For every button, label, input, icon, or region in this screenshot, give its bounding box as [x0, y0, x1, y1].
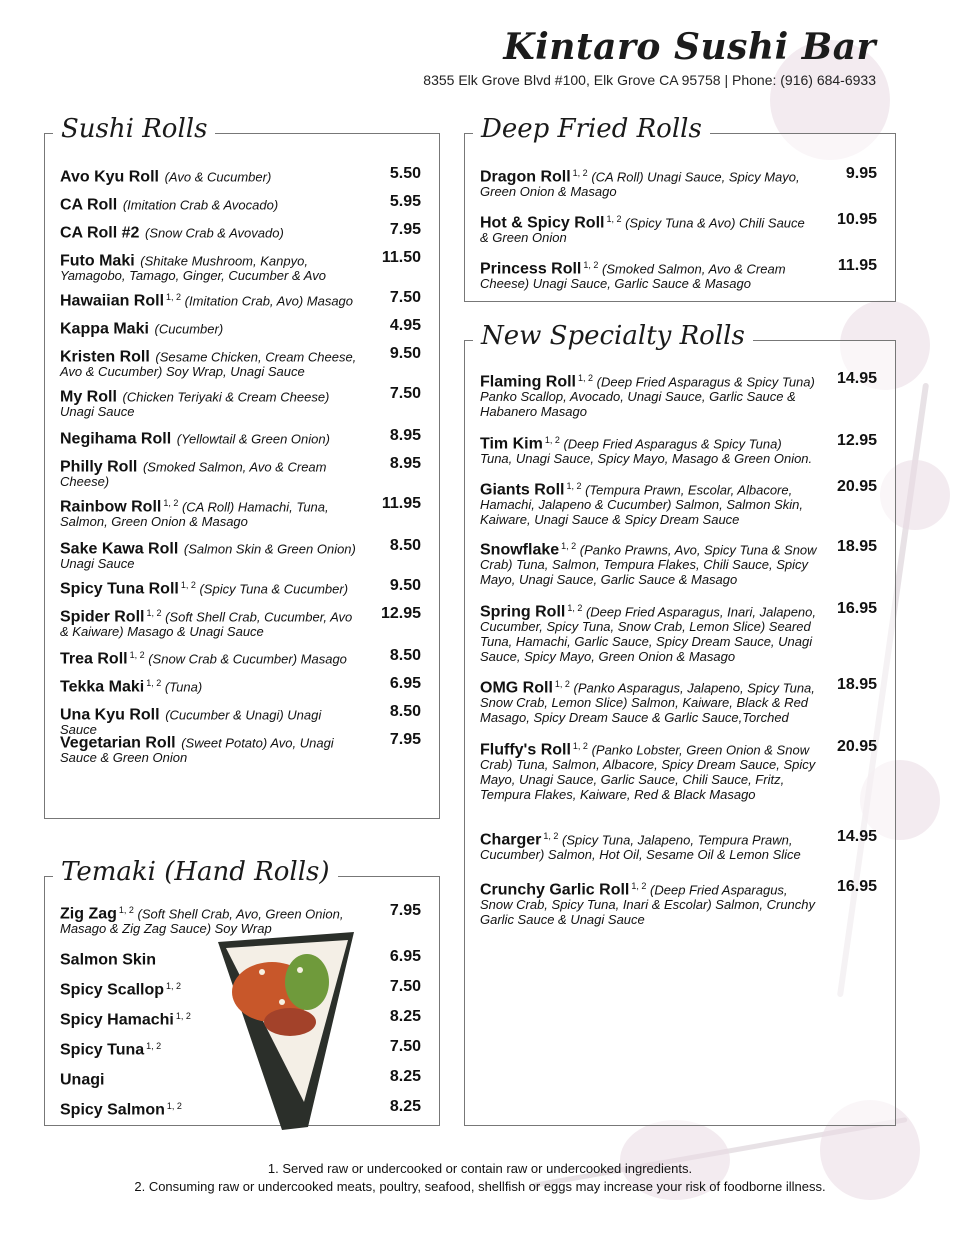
item-description: (CA Roll) Hamachi, Tuna, Salmon, Green Onion & Masago [60, 499, 329, 530]
item-description: (Avo & Cucumber) [164, 169, 272, 185]
section-title: New Specialty Rolls [473, 321, 753, 351]
item-description: (Cucumber) [154, 321, 224, 337]
item-name: Hot & Spicy Roll [480, 214, 605, 232]
item-name: Trea Roll [60, 650, 128, 668]
item-footnote-ref: 1, 2 [146, 678, 162, 688]
item-price: 18.95 [836, 538, 877, 555]
item-name: Philly Roll [60, 458, 138, 476]
item-footnote-ref: 1, 2 [180, 580, 196, 590]
item-description: (Sweet Potato) Avo, Unagi Sauce & Green Onion [60, 735, 334, 766]
item-price: 8.50 [389, 647, 421, 664]
item-name: Salmon Skin [60, 951, 157, 969]
item-name: Spicy Tuna Roll [60, 580, 179, 598]
item-description: (Smoked Salmon, Avo & Cream Cheese) Unagi Sauce, Garlic Sauce & Masago [480, 261, 786, 292]
menu-item [480, 739, 877, 802]
item-description: (Yellowtail & Green Onion) [176, 431, 330, 447]
item-footnote-ref: 1, 2 [606, 214, 622, 224]
item-price: 5.50 [389, 165, 421, 182]
item-footnote-ref: 1, 2 [561, 541, 577, 551]
item-price: 18.95 [836, 676, 877, 693]
menu-item [480, 212, 877, 245]
menu-item [60, 578, 421, 596]
item-name: Vegetarian Roll [60, 734, 176, 752]
item-name: Dragon Roll [480, 168, 571, 186]
item-name: Tekka Maki [60, 678, 145, 696]
section-title: Deep Fried Rolls [473, 114, 710, 144]
item-price: 7.95 [389, 221, 421, 238]
item-price: 9.50 [389, 577, 421, 594]
item-name: Kristen Roll [60, 348, 150, 366]
menu-item [60, 732, 421, 765]
item-price: 8.25 [389, 1068, 421, 1085]
menu-item [60, 428, 421, 446]
item-price: 16.95 [836, 600, 877, 617]
item-price: 14.95 [836, 370, 877, 387]
item-name: Futo Maki [60, 252, 135, 270]
menu-item [60, 222, 421, 240]
item-description: (Spicy Tuna, Jalapeno, Tempura Prawn, Cucumber) Salmon, Hot Oil, Sesame Oil & Lemon Slice [480, 832, 801, 863]
item-description: (Tempura Prawn, Escolar, Albacore, Hamachi, Jalapeno & Cucumber) Salmon, Salmon Skin, Kaiware, Unagi Sauce & Spicy Dream Sauce [480, 482, 803, 528]
item-description: (Deep Fried Asparagus, Snow Crab, Spicy Tuna, Inari & Escolar) Salmon, Crunchy Garlic Sauce & Unagi Sauce [480, 882, 816, 928]
item-name: Charger [480, 831, 542, 849]
menu-item [60, 538, 421, 571]
item-footnote-ref: 1, 2 [146, 608, 162, 618]
item-price: 9.95 [845, 165, 877, 182]
item-description: (Snow Crab & Cucumber) Masago [148, 651, 347, 667]
item-footnote-ref: 1, 2 [567, 603, 583, 613]
item-description: (CA Roll) Unagi Sauce, Spicy Mayo, Green Onion & Masago [480, 169, 800, 200]
item-price: 12.95 [836, 432, 877, 449]
item-description: (Cucumber & Unagi) Unagi Sauce [60, 707, 322, 738]
item-price: 8.95 [389, 427, 421, 444]
item-price: 7.50 [389, 385, 421, 402]
item-footnote-ref: 1, 2 [583, 260, 599, 270]
item-description: (Spicy Tuna & Cucumber) [199, 581, 349, 597]
item-footnote-ref: 1, 2 [166, 1101, 182, 1111]
item-description: (Panko Asparagus, Jalapeno, Spicy Tuna, Snow Crab, Lemon Slice) Salmon, Kaiware, Black & Red Masago, Spicy Dream Sauce & Garlic Sauce,Torched [480, 680, 815, 726]
item-name: Spicy Scallop [60, 981, 165, 999]
menu-item [480, 879, 877, 927]
item-name: Unagi [60, 1071, 105, 1089]
menu-item [60, 346, 421, 379]
item-price: 4.95 [389, 317, 421, 334]
menu-item [60, 318, 421, 336]
item-price: 9.50 [389, 345, 421, 362]
item-price: 20.95 [836, 738, 877, 755]
item-price: 8.95 [389, 455, 421, 472]
item-footnote-ref: 1, 2 [166, 292, 182, 302]
item-footnote-ref: 1, 2 [129, 650, 145, 660]
item-price: 7.95 [389, 731, 421, 748]
item-price: 5.95 [389, 193, 421, 210]
item-footnote-ref: 1, 2 [572, 741, 588, 751]
menu-item [60, 456, 421, 489]
item-price: 8.25 [389, 1098, 421, 1115]
item-name: Hawaiian Roll [60, 292, 165, 310]
item-footnote-ref: 1, 2 [566, 481, 582, 491]
menu-item [480, 166, 877, 199]
item-price: 10.95 [836, 211, 877, 228]
hand-roll-photo [212, 922, 360, 1132]
item-price: 6.95 [389, 675, 421, 692]
item-description: (Chicken Teriyaki & Cream Cheese) Unagi Sauce [60, 389, 330, 420]
item-name: Zig Zag [60, 905, 117, 923]
item-description: (Deep Fried Asparagus & Spicy Tuna) Panko Scallop, Avocado, Unagi Sauce, Garlic Sauce & Habanero Masago [480, 374, 815, 420]
specialty-section [464, 321, 896, 1126]
item-price: 6.95 [389, 948, 421, 965]
item-description: (Soft Shell Crab, Avo, Green Onion, Masago & Zig Zag Sauce) Soy Wrap [60, 906, 344, 937]
item-footnote-ref: 1, 2 [166, 981, 182, 991]
item-price: 8.25 [389, 1008, 421, 1025]
item-price: 20.95 [836, 478, 877, 495]
item-name: Una Kyu Roll [60, 706, 160, 724]
item-footnote-ref: 1, 2 [175, 1011, 191, 1021]
item-name: Sake Kawa Roll [60, 540, 179, 558]
item-description: (Spicy Tuna & Avo) Chili Sauce & Green Onion [480, 215, 805, 246]
footnote-1: 1. Served raw or undercooked or contain raw or undercooked ingredients. [267, 1161, 693, 1176]
item-description: (Shitake Mushroom, Kanpyo, Yamagobo, Tamago, Ginger, Cucumber & Avo [60, 253, 326, 284]
item-price: 11.50 [381, 249, 421, 266]
item-description: (Panko Prawns, Avo, Spicy Tuna & Snow Crab) Tuna, Salmon, Tempura Flakes, Chili Sauce, Spicy Mayo, Unagi Sauce, Garlic Sauce & Masago [480, 542, 817, 588]
item-price: 7.50 [389, 1038, 421, 1055]
menu-item [480, 433, 877, 466]
deep-fried-section [464, 114, 896, 302]
item-name: Crunchy Garlic Roll [480, 881, 630, 899]
item-name: Princess Roll [480, 260, 582, 278]
item-footnote-ref: 1, 2 [572, 168, 588, 178]
item-footnote-ref: 1, 2 [544, 435, 560, 445]
item-description: (Panko Lobster, Green Onion & Snow Crab) Tuna, Salmon, Albacore, Spicy Dream Sauce, Spicy Mayo, Unagi Sauce, Garlic Sauce, Chili Sauce, Fritz, Tempura Flakes, Kaiware, Red & Black Masago [480, 742, 816, 803]
item-price: 7.50 [389, 978, 421, 995]
menu-item [60, 386, 421, 419]
item-description: (Soft Shell Crab, Cucumber, Avo & Kaiware) Masago & Unagi Sauce [60, 609, 353, 640]
item-price: 8.50 [389, 537, 421, 554]
item-description: (Snow Crab & Avovado) [145, 225, 284, 241]
menu-item [480, 601, 877, 664]
menu-item [480, 539, 877, 587]
menu-item [60, 676, 421, 694]
item-price: 11.95 [381, 495, 421, 512]
menu-item [60, 290, 421, 308]
menu-item [480, 371, 877, 419]
item-description: (Imitation Crab & Avocado) [122, 197, 279, 213]
item-footnote-ref: 1, 2 [146, 1041, 162, 1051]
menu-item [60, 250, 421, 283]
footnote-2: 2. Consuming raw or undercooked meats, poultry, seafood, shellfish or eggs may increase your risk of foodborne illness. [134, 1179, 826, 1194]
item-price: 14.95 [836, 828, 877, 845]
item-price: 11.95 [837, 257, 877, 274]
item-name: My Roll [60, 388, 117, 406]
item-name: OMG Roll [480, 679, 553, 697]
section-title: Sushi Rolls [53, 114, 215, 144]
item-name: Spicy Hamachi [60, 1011, 174, 1029]
item-name: Spicy Salmon [60, 1101, 165, 1119]
menu-item [60, 194, 421, 212]
menu-item [60, 496, 421, 529]
item-footnote-ref: 1, 2 [543, 831, 559, 841]
menu-item [60, 606, 421, 639]
menu-item [480, 258, 877, 291]
item-description: (Deep Fried Asparagus, Inari, Jalapeno, Cucumber, Spicy Tuna, Snow Crab, Lemon Slice) Seared Tuna, Hamachi, Garlic Sauce, Spicy Dream Sauce, Unagi Sauce, Spicy Mayo, Green Onion & Masago [480, 604, 817, 665]
item-footnote-ref: 1, 2 [631, 881, 647, 891]
item-footnote-ref: 1, 2 [554, 679, 570, 689]
item-price: 7.95 [389, 902, 421, 919]
item-name: Spring Roll [480, 603, 566, 621]
section-title: Temaki (Hand Rolls) [53, 857, 338, 887]
item-name: Rainbow Roll [60, 498, 162, 516]
menu-item [480, 829, 877, 862]
item-footnote-ref: 1, 2 [163, 498, 179, 508]
item-name: Giants Roll [480, 481, 565, 499]
footnotes [0, 1160, 960, 1196]
item-description: (Tuna) [164, 679, 203, 695]
item-description: (Deep Fried Asparagus & Spicy Tuna) Tuna, Unagi Sauce, Spicy Mayo, Masago & Green Onion. [480, 436, 813, 467]
menu-item [60, 648, 421, 666]
item-footnote-ref: 1, 2 [578, 373, 594, 383]
item-description: (Salmon Skin & Green Onion) Unagi Sauce [60, 541, 356, 572]
item-name: Snowflake [480, 541, 560, 559]
item-name: Spider Roll [60, 608, 145, 626]
item-name: Fluffy's Roll [480, 741, 571, 759]
sushi-rolls-section [44, 114, 440, 819]
restaurant-name: Kintaro Sushi Bar [503, 26, 876, 68]
restaurant-address: 8355 Elk Grove Blvd #100, Elk Grove CA 95758 | Phone: (916) 684-6933 [423, 72, 876, 88]
item-name: Spicy Tuna [60, 1041, 145, 1059]
item-name: CA Roll #2 [60, 224, 140, 242]
item-price: 16.95 [836, 878, 877, 895]
item-name: Kappa Maki [60, 320, 149, 338]
item-name: Tim Kim [480, 435, 543, 453]
menu-item [480, 677, 877, 725]
item-name: Avo Kyu Roll [60, 168, 159, 186]
item-description: (Imitation Crab, Avo) Masago [184, 293, 354, 309]
item-name: CA Roll [60, 196, 118, 214]
item-price: 12.95 [380, 605, 421, 622]
item-description: (Smoked Salmon, Avo & Cream Cheese) [60, 459, 327, 490]
item-footnote-ref: 1, 2 [118, 905, 134, 915]
item-price: 8.50 [389, 703, 421, 720]
item-description: (Sesame Chicken, Cream Cheese, Avo & Cucumber) Soy Wrap, Unagi Sauce [60, 349, 357, 380]
item-name: Flaming Roll [480, 373, 576, 391]
menu-item [60, 166, 421, 184]
menu-item [480, 479, 877, 527]
item-name: Negihama Roll [60, 430, 172, 448]
item-price: 7.50 [389, 289, 421, 306]
